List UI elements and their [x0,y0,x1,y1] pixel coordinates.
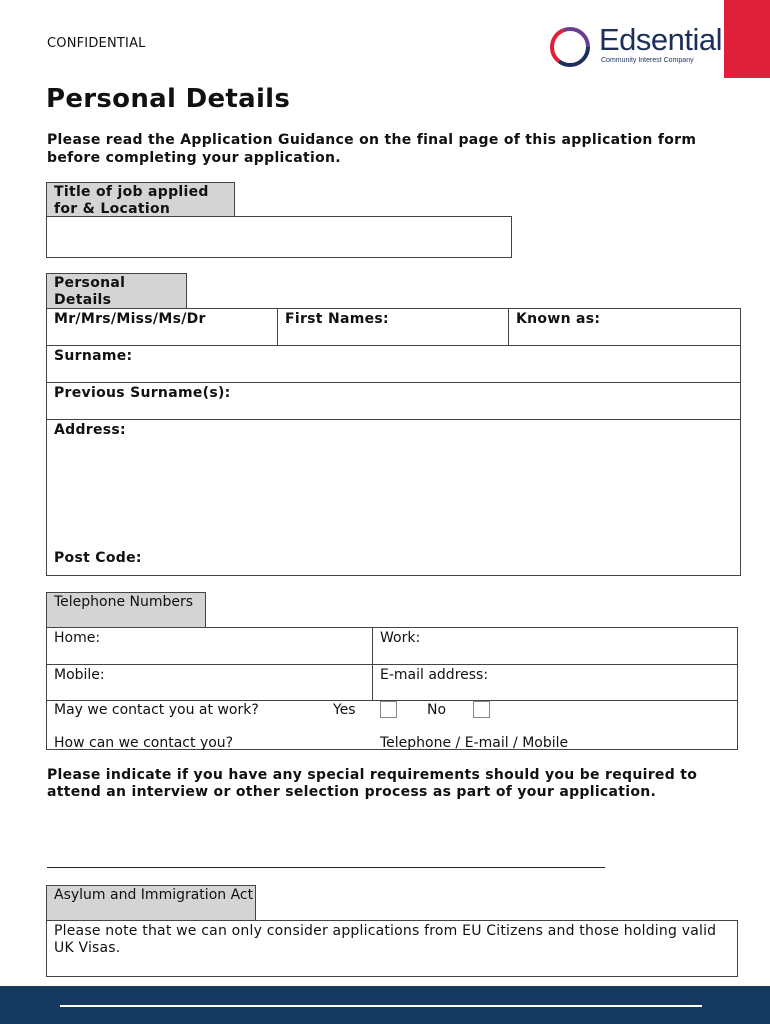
yes-label: Yes [333,702,356,718]
previous-surname-field[interactable]: Previous Surname(s): [46,382,741,420]
edsential-logo [543,8,725,80]
home-phone-field[interactable]: Home: [46,627,373,665]
intro-text: Please read the Application Guidance on the final page of this application form before completing your application. [47,132,697,166]
contact-at-work-label: May we contact you at work? [54,702,259,718]
post-code-label: Post Code: [54,550,142,566]
address-field[interactable] [46,419,741,576]
address-label: Address: [54,422,126,438]
no-checkbox[interactable] [473,701,490,718]
no-label: No [427,702,447,718]
title-field[interactable]: Mr/Mrs/Miss/Ms/Dr [46,308,278,346]
job-title-tab: Title of job applied for & Location [46,182,235,217]
contact-options-text[interactable]: Telephone / E-mail / Mobile [380,735,569,751]
asylum-note-box: Please note that we can only consider applications from EU Citizens and those holding valid UK Visas. [46,920,738,977]
yes-checkbox[interactable] [380,701,397,718]
logo-ring-icon [547,24,593,70]
work-phone-field[interactable]: Work: [372,627,738,665]
first-names-field[interactable]: First Names: [277,308,509,346]
footer-divider-line [60,1005,702,1007]
mobile-phone-field[interactable]: Mobile: [46,664,373,701]
personal-details-tab: Personal Details [46,273,187,309]
surname-field[interactable]: Surname: [46,345,741,383]
page-title: Personal Details [46,84,291,114]
contact-preferences-box [46,700,738,750]
brand-red-bar [724,0,770,78]
asylum-immigration-tab: Asylum and Immigration Act [46,885,256,921]
job-title-input[interactable] [46,216,512,258]
telephone-numbers-tab: Telephone Numbers [46,592,206,628]
logo-tagline: Community Interest Company [601,57,694,64]
known-as-field[interactable]: Known as: [508,308,741,346]
confidential-label: CONFIDENTIAL [47,36,146,51]
special-requirements-text: Please indicate if you have any special requirements should you be required to attend an interview or other selection process as part of your application. [47,767,698,800]
special-requirements-answer-line[interactable] [47,867,605,868]
email-address-field[interactable]: E-mail address: [372,664,738,701]
how-contact-label: How can we contact you? [54,735,234,751]
logo-brand-text: Edsential [599,22,723,57]
